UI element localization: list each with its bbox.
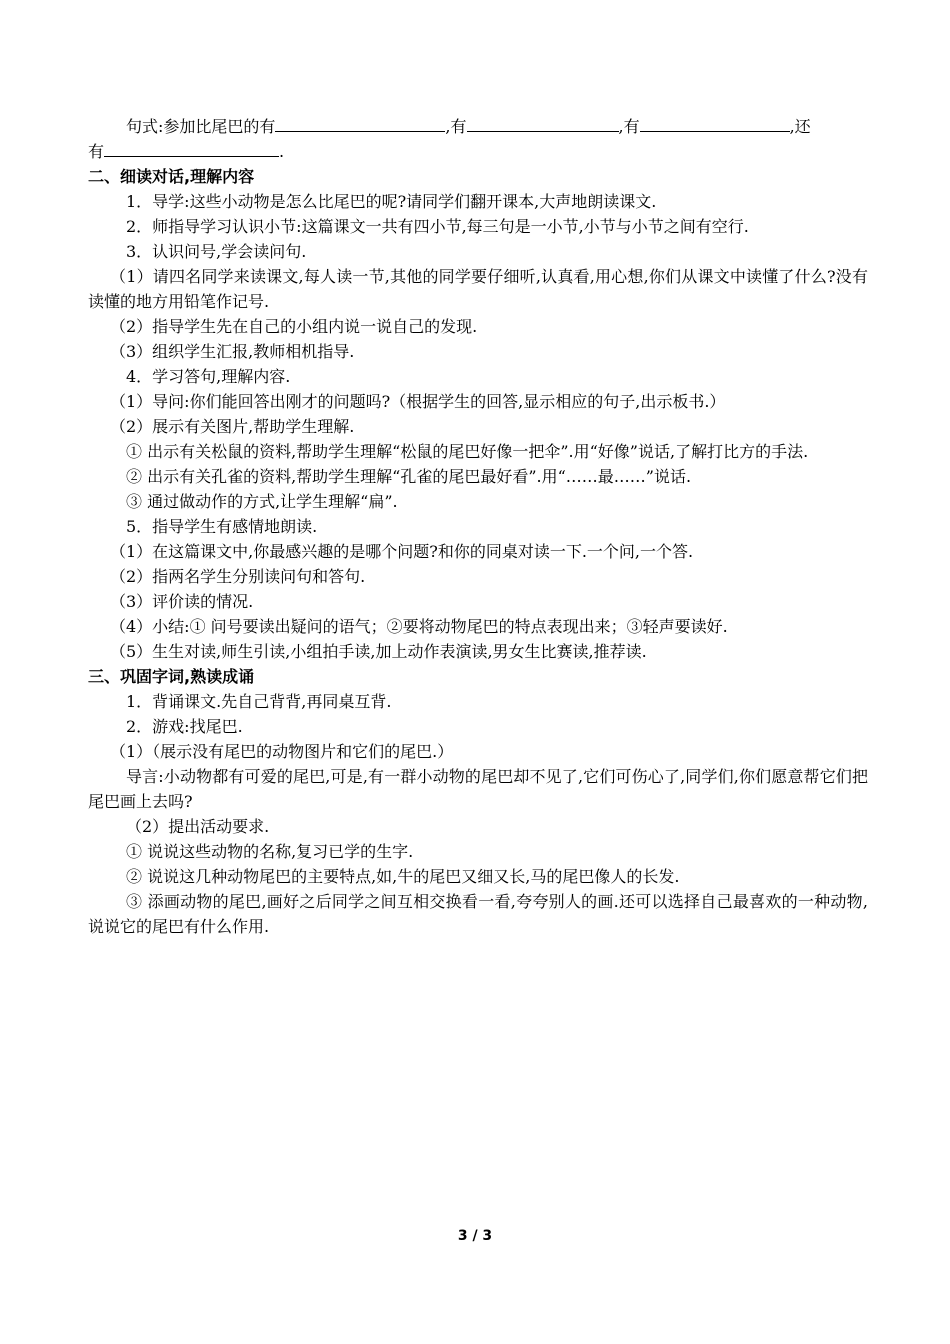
page-number: 3 / 3 [457,1228,493,1244]
fill-blank-3[interactable] [640,114,790,132]
fill-blank-2[interactable] [467,114,619,132]
paragraph: （2）提出活动要求. [126,817,270,836]
paragraph: 2．师指导学习认识小节:这篇课文一共有四小节,每三句是一小节,小节与小节之间有空行. [126,217,749,236]
pattern-separator: ,还 [789,117,811,136]
paragraph: （1）（展示没有尾巴的动物图片和它们的尾巴.） [110,742,454,761]
paragraph: 1．导学:这些小动物是怎么比尾巴的呢?请同学们翻开课本,大声地朗读课文. [126,192,657,211]
paragraph: ① 说说这些动物的名称,复习已学的生字. [126,842,414,861]
paragraph: （2）指两名学生分别读问句和答句. [110,567,366,586]
pattern-prefix: 句式:参加比尾巴的有 [126,117,276,136]
pattern-separator: ,有 [445,117,467,136]
section-3-content [88,689,868,939]
paragraph: （3）评价读的情况. [110,592,254,611]
paragraph: 4．学习答句,理解内容. [126,367,291,386]
section-heading-2: 二、细读对话,理解内容 [88,167,255,186]
fill-blank-1[interactable] [275,114,445,132]
pattern-prefix-2: 有 [88,142,105,161]
paragraph: （5）生生对读,师生引读,小组拍手读,加上动作表演读,男女生比赛读,推荐读. [110,642,647,661]
paragraph: 导言:小动物都有可爱的尾巴,可是,有一群小动物的尾巴却不见了,它们可伤心了,同学们,你们愿意帮它们把尾巴画上去吗? [88,767,868,811]
paragraph: 5．指导学生有感情地朗读. [126,517,318,536]
paragraph: （4）小结:① 问号要读出疑问的语气；②要将动物尾巴的特点表现出来；③轻声要读好. [110,617,728,636]
paragraph: （1）导问:你们能回答出刚才的问题吗?（根据学生的回答,显示相应的句子,出示板书.） [110,392,726,411]
paragraph: ② 说说这几种动物尾巴的主要特点,如,牛的尾巴又细又长,马的尾巴像人的长发. [126,867,680,886]
sentence-pattern-line-2 [88,139,868,164]
paragraph: （2）指导学生先在自己的小组内说一说自己的发现. [110,317,478,336]
paragraph: ③ 通过做动作的方式,让学生理解“扁”. [126,492,398,511]
paragraph: ③ 添画动物的尾巴,画好之后同学之间互相交换看一看,夸夸别人的画.还可以选择自己最喜欢的一种动物,说说它的尾巴有什么作用. [88,892,868,936]
paragraph: （1）请四名同学来读课文,每人读一节,其他的同学要仔细听,认真看,用心想,你们从课文中读懂了什么?没有读懂的地方用铅笔作记号. [88,267,868,311]
paragraph: 1．背诵课文.先自己背背,再同桌互背. [126,692,392,711]
paragraph: （3）组织学生汇报,教师相机指导. [110,342,355,361]
paragraph: （2）展示有关图片,帮助学生理解. [110,417,355,436]
section-heading-3: 三、巩固字词,熟读成诵 [88,667,255,686]
paragraph: 2．游戏:找尾巴. [126,717,243,736]
pattern-end: . [279,142,285,161]
sentence-pattern-line-1 [88,114,868,139]
fill-blank-4[interactable] [104,139,279,157]
paragraph: （1）在这篇课文中,你最感兴趣的是哪个问题?和你的同桌对读一下.一个问,一个答. [110,542,694,561]
section-2-content [88,189,868,664]
pattern-separator: ,有 [618,117,640,136]
paragraph: ② 出示有关孔雀的资料,帮助学生理解“孔雀的尾巴最好看”.用“……最……”说话. [126,467,692,486]
document-body [88,114,868,939]
paragraph: ① 出示有关松鼠的资料,帮助学生理解“松鼠的尾巴好像一把伞”.用“好像”说话,了解打比方的手法. [126,442,809,461]
paragraph: 3．认识问号,学会读问句. [126,242,307,261]
